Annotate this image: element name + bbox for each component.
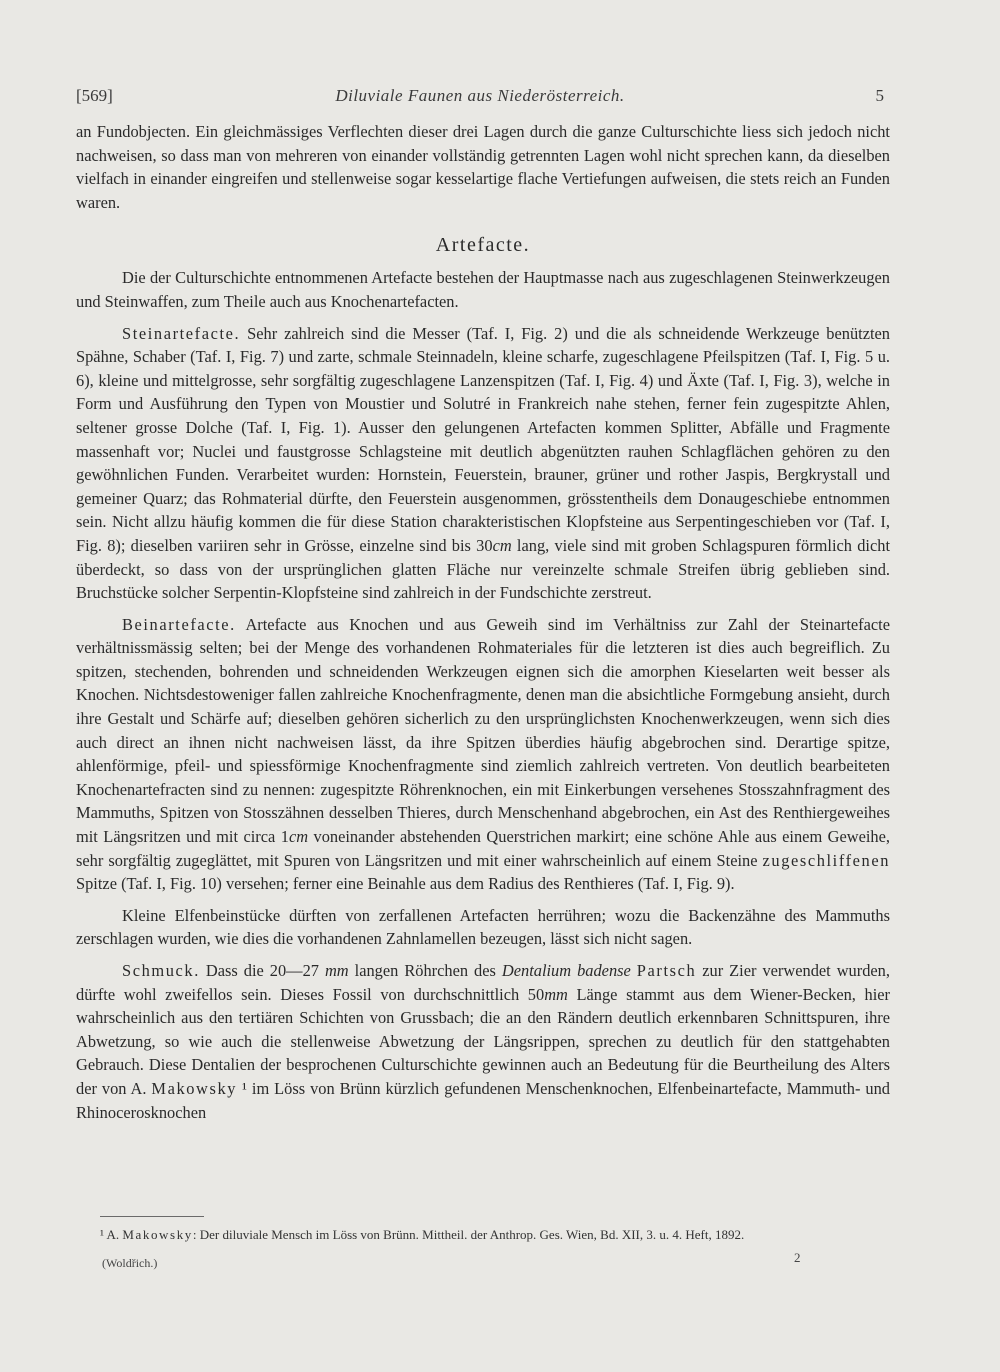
section-title: Artefacte. — [435, 234, 531, 257]
footnote-mark: ¹ — [100, 1227, 104, 1242]
paragraph-beinartefacte — [76, 613, 890, 896]
paragraph-elfenbein — [76, 904, 890, 951]
unit-label: mm — [544, 984, 568, 1004]
footnote-text: : Der diluviale Mensch im Löss von Brünn. Mittheil. der Anthrop. Ges. Wien, Bd. XII, 3. u. 4. Heft, 1892. — [192, 1227, 745, 1242]
paragraph-text: Artefacte aus Knochen und aus Geweih sind im Verhältniss zur Zahl der Steinartefacte verhältnissmässig selten; bei der Menge des vorhandenen Rohmateriales für die letzteren ist dies auch begreiflich. Zu spitzen, stechenden, bohrenden und schneidenden Werkzeugen eignen sich die amorphen Kieselarten weit besser als Knochen. Nichtsdestoweniger fallen zahlreiche Knochenfragmente, denen man die absichtliche Formgebung ansieht, durch ihre Gestalt und Schärfe auf; dieselben gehören sicherlich zu den ursprünglichsten Knochenwerkzeugen, wenn sich dies auch direct an ihnen nicht nachweisen lässt, da ihre Spitzen überdies häufig abgebrochen sind. Derartige spitze, ahlenförmige, pfeil- und spiessförmige Knochenfragmente sind ziemlich zahlreich vertreten. Von deutlich bearbeiteten Knochenartefracten sind zu nennen: zugespitzte Röhrenknochen, ein mit Einkerbungen versehenes Stosszahnfragment des Mammuths, Spitzen von Stosszähnen desselben Thieres, durch Menschenhand abgebrochen, ein Ast des Renthiergeweihes mit Längsritzen und mit circa 1 — [76, 614, 890, 847]
running-title: Diluviale Faunen aus Niederösterreich. — [335, 86, 625, 105]
paragraph-text: Kleine Elfenbeinstücke dürften von zerfallenen Artefacten herrühren; wozu die Backenzähne des Mammuths zerschlagen wurden, wie dies die vorhandenen Zahnlamellen bezeugen, lässt sich nicht sagen. — [76, 905, 890, 949]
running-header — [76, 86, 884, 110]
paragraph-continuation: an Fundobjecten. Ein gleichmässiges Verflechten dieser drei Lagen durch die ganze Culturschichte liess sich jedoch nicht nachweisen, so dass man von mehreren von einander vollständig getrennten Lagen wohl nicht sprechen kann, da dieselben vielfach in einander eingreifen und stellenweise sogar kesselartige flache Vertiefungen aufweisen, die stets reich an Funden waren. — [76, 122, 890, 212]
unit-label: mm — [324, 961, 349, 980]
paragraph-schmuck — [76, 959, 890, 1124]
paragraph-text: Spitze (Taf. I, Fig. 10) versehen; ferner eine Beinahle aus dem Radius des Renthieres (Taf. I, Fig. 9). — [76, 874, 735, 894]
paragraph-intro — [76, 266, 890, 313]
unit-label: cm — [492, 535, 512, 555]
paragraph-text: im Löss von Brünn kürzlich gefundenen Menschenknochen, Elfenbeinartefacte, Mammuth- und Rhinocerosknochen — [76, 1078, 890, 1122]
paragraph-text: langen Röhrchen des — [348, 961, 502, 980]
paragraph-text: Die der Culturschichte entnommenen Artefacte bestehen der Hauptmasse nach aus zugeschlagenen Steinwerkzeugen und Steinwaffen, zum Theile auch aus Knochenartefacten. — [76, 268, 890, 311]
footnote-reference[interactable]: ¹ — [237, 1078, 247, 1098]
paragraph-steinartefacte — [76, 322, 890, 605]
spaced-word: zugeschliffenen — [762, 850, 890, 870]
subsection-lead: Steinartefacte. — [122, 323, 241, 343]
paragraph-text: lang, viele sind mit groben Schlagspuren förmlich dicht überdeckt, so dass von der ursprünglichen glatten Fläche nur vereinzelte schmale Streifen übrig geblieben sind. Bruchstücke solcher Serpentin-Klopfsteine sind zahlreich in der Fundschichte zerstreut. — [76, 535, 890, 603]
page-bracket-number: [569] — [76, 86, 113, 105]
footnote — [100, 1226, 892, 1244]
footnote-text: A. — [103, 1227, 123, 1242]
footnote-author: Makowsky — [122, 1227, 193, 1242]
page-number: 5 — [875, 86, 884, 105]
paragraph-text: Dass die 20—27 — [199, 961, 325, 980]
unit-label: cm — [288, 827, 309, 847]
paragraph-text: voneinander abstehenden Querstrichen markirt; eine schöne Ahle aus einem Geweihe, sehr sorgfältig zugeglättet, mit Spuren von Längsritzen und mit einer wahrscheinlich auf einem Steine — [76, 827, 890, 870]
species-name: Dentalium badense — [501, 961, 631, 980]
paragraph-text: Länge stammt aus dem Wiener-Becken, hier wahrscheinlich aus den tertiären Schichten von Grussbach; die an den Rändern deutlich erkennbaren Schnittspuren, ihre Abwetzung, so wie auch die stellenweise Abwetzung der Längsrippen, sprechen zu deutlich für den stattgehabten Gebrauch. Diese Dentalien der besprochenen Culturschichte gewinnen auch an Bedeutung für die Beurtheilung des Alters der von A. — [76, 984, 891, 1098]
subsection-lead: Beinartefacte. — [122, 614, 236, 634]
paragraph-text: Sehr zahlreich sind die Messer (Taf. I, Fig. 2) und die als schneidende Werkzeuge benützten Spähne, Schaber (Taf. I, Fig. 7) und zarte, schmale Steinnadeln, kleine scharfe, zugeschlagene Pfeilspitzen (Taf. I, Fig. 5 u. 6), kleine und mittelgrosse, sehr sorgfältig zugeschlagene Lanzenspitzen (Taf. I, Fig. 4) und Äxte (Taf. I, Fig. 3), welche in Form und Ausführung den Typen von Moustier und Solutré in Frankreich nahe stehen, ferner fein zugespitzte Ahlen, seltener grosse Dolche (Taf. I, Fig. 1). Ausser den gelungenen Artefacten kommen Splitter, Abfälle und Fragmente massenhaft vor; Nuclei und faustgrosse Schlagsteine mit deutlich abgenützten rauhen Schlagflächen gehören zu den gewöhnlichen Funden. Verarbeitet wurden: Hornstein, Feuerstein, brauner, grüner und rother Jaspis, Bergkrystall und gemeiner Quarz; das Rohmaterial dürfte, den Feuerstein ausgenommen, grösstentheils dem Donaugeschiebe entnommen sein. Nicht allzu häufig kommen die für diese Station charakteristischen Klopfsteine aus Serpentingeschieben vor (Taf. I, Fig. 8); dieselben variiren sehr in Grösse, einzelne sind bis 30 — [76, 323, 890, 555]
subsection-lead: Schmuck. — [122, 961, 200, 980]
person-name: Makowsky — [151, 1078, 238, 1098]
author-name: Partsch — [636, 961, 697, 980]
signature-mark: (Woldřich.) — [102, 1256, 158, 1270]
sheet-number: 2 — [794, 1250, 801, 1265]
body-text — [76, 120, 890, 1124]
footnote-rule — [100, 1216, 204, 1217]
paragraph-text: zur Zier verwendet wurden, dürfte wohl zweifellos sein. Dieses Fossil von durchschnittlich 50 — [76, 961, 890, 1004]
